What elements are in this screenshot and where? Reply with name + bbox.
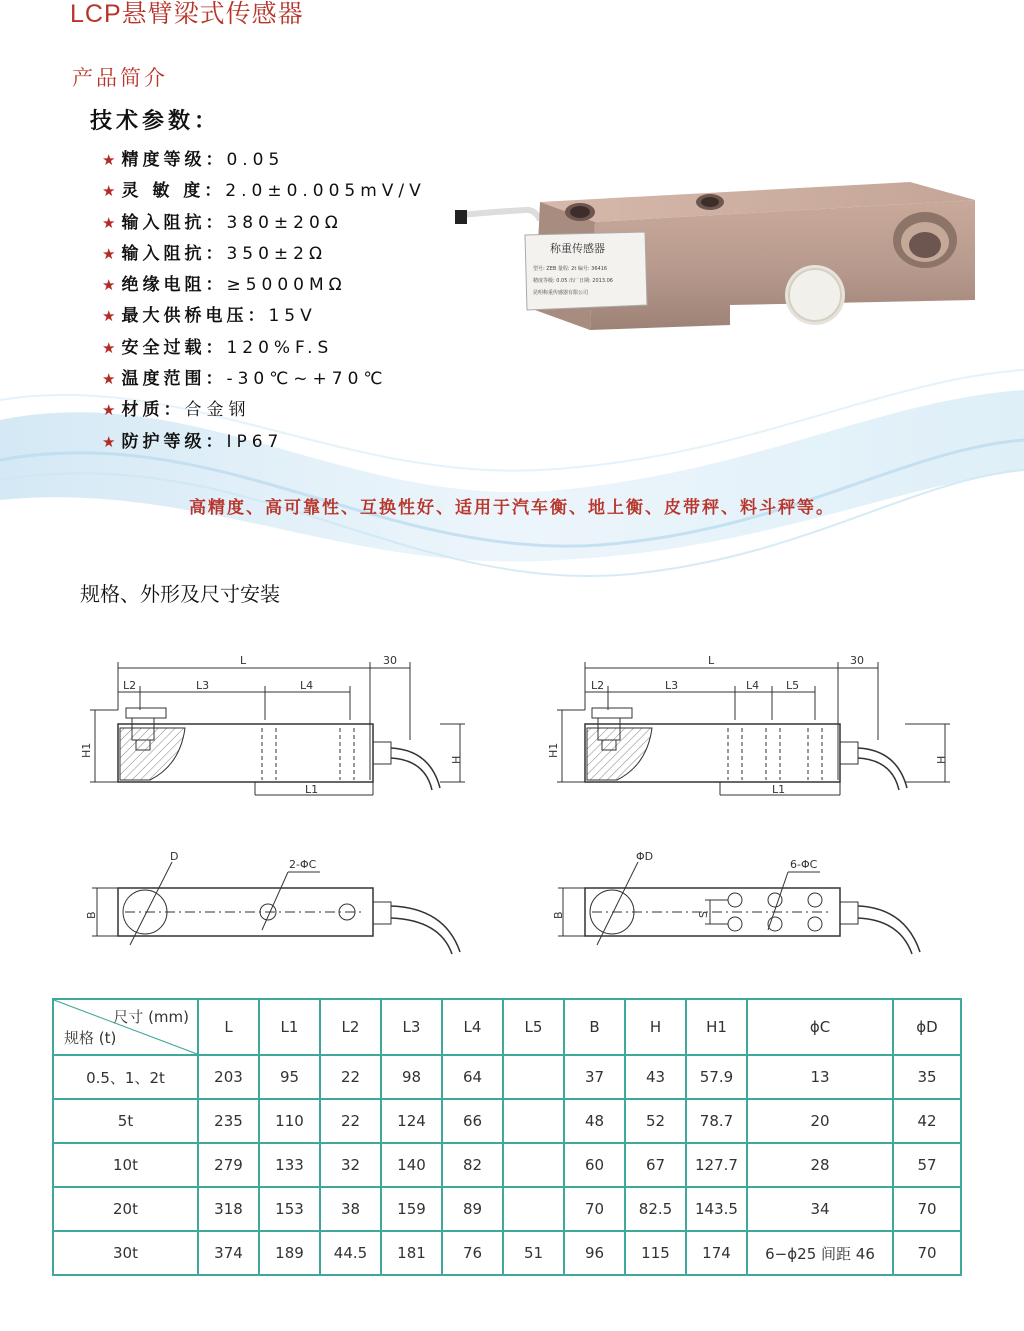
table-cell: 34 bbox=[747, 1187, 893, 1231]
section-dimensions-heading: 规格、外形及尺寸安装 bbox=[80, 582, 280, 606]
column-header: L2 bbox=[320, 999, 381, 1055]
spec-item: ★ 温度范围：-30℃~+70℃ bbox=[102, 369, 388, 390]
star-icon: ★ bbox=[102, 307, 116, 326]
table-cell: 76 bbox=[442, 1231, 503, 1275]
table-row bbox=[53, 1143, 961, 1187]
table-corner-cell bbox=[53, 999, 198, 1055]
spec-item: ★ 精度等级：0.05 bbox=[102, 150, 285, 170]
table-cell: 82 bbox=[442, 1143, 503, 1187]
label-plate-line2: 精度等级: 0.05 出厂日期: 2013.06 bbox=[533, 278, 613, 284]
table-cell: 57.9 bbox=[686, 1055, 747, 1099]
load-cell-photo bbox=[455, 160, 995, 360]
dim-6-phiC: 6-ΦC bbox=[790, 858, 818, 871]
table-cell: 159 bbox=[381, 1187, 442, 1231]
table-cell: 133 bbox=[259, 1143, 320, 1187]
dim-D: D bbox=[170, 850, 179, 863]
table-cell: 181 bbox=[381, 1231, 442, 1275]
table-cell: 42 bbox=[893, 1099, 961, 1143]
technical-drawings bbox=[0, 640, 1024, 980]
dim-H1: H1 bbox=[80, 742, 93, 758]
dim-L3: L3 bbox=[196, 679, 210, 692]
row-spec: 5t bbox=[53, 1099, 198, 1143]
column-header: L3 bbox=[381, 999, 442, 1055]
dim-phiD: ΦD bbox=[636, 850, 654, 863]
dim-L: L bbox=[708, 654, 715, 667]
star-icon: ★ bbox=[102, 370, 116, 389]
row-spec: 10t bbox=[53, 1143, 198, 1187]
dim-L2: L2 bbox=[591, 679, 605, 692]
table-cell: 203 bbox=[198, 1055, 259, 1099]
table-header-row bbox=[53, 999, 961, 1055]
table-cell: 32 bbox=[320, 1143, 381, 1187]
section-intro-heading: 产品简介 bbox=[72, 66, 168, 90]
column-header: L4 bbox=[442, 999, 503, 1055]
params-heading: 技术参数： bbox=[90, 109, 221, 134]
spec-item: ★ 输入阻抗：350±2Ω bbox=[102, 243, 327, 264]
table-cell: 189 bbox=[259, 1231, 320, 1275]
spec-item: ★ 防护等级：IP67 bbox=[102, 431, 284, 452]
table-cell: 22 bbox=[320, 1099, 381, 1143]
table-cell: 37 bbox=[564, 1055, 625, 1099]
dim-S: S bbox=[697, 911, 710, 918]
label-plate-line1: 型号: ZEB 量程: 2t 编号: 36416 bbox=[533, 266, 608, 272]
table-cell bbox=[503, 1143, 564, 1187]
dim-2-phiC: 2-ΦC bbox=[289, 858, 317, 871]
row-spec: 0.5、1、2t bbox=[53, 1055, 198, 1099]
spec-list bbox=[102, 145, 426, 458]
spec-item: ★ 材质：合金钢 bbox=[102, 400, 251, 421]
table-cell: 318 bbox=[198, 1187, 259, 1231]
column-header: H1 bbox=[686, 999, 747, 1055]
table-cell: 143.5 bbox=[686, 1187, 747, 1231]
table-cell: 127.7 bbox=[686, 1143, 747, 1187]
corner-label-size: 尺寸 (mm) bbox=[113, 1008, 189, 1026]
table-cell: 44.5 bbox=[320, 1231, 381, 1275]
star-icon: ★ bbox=[102, 401, 116, 420]
dim-L: L bbox=[240, 654, 247, 667]
table-cell: 153 bbox=[259, 1187, 320, 1231]
table-cell: 70 bbox=[893, 1187, 961, 1231]
column-header: H bbox=[625, 999, 686, 1055]
table-cell: 60 bbox=[564, 1143, 625, 1187]
table-cell: 28 bbox=[747, 1143, 893, 1187]
dim-L4: L4 bbox=[300, 679, 314, 692]
table-cell: 279 bbox=[198, 1143, 259, 1187]
star-icon: ★ bbox=[102, 182, 116, 201]
spec-item: ★ 绝缘电阻：≥5000MΩ bbox=[102, 275, 347, 296]
table-cell: 52 bbox=[625, 1099, 686, 1143]
star-icon: ★ bbox=[102, 276, 116, 295]
table-cell: 48 bbox=[564, 1099, 625, 1143]
table-cell: 43 bbox=[625, 1055, 686, 1099]
top-view-6hole bbox=[552, 850, 920, 954]
spec-item: ★ 灵 敏 度：2.0±0.005mV/V bbox=[102, 181, 426, 202]
table-row bbox=[53, 1187, 961, 1231]
column-header: B bbox=[564, 999, 625, 1055]
side-view-2hole bbox=[80, 654, 465, 796]
table-cell: 110 bbox=[259, 1099, 320, 1143]
table-cell: 57 bbox=[893, 1143, 961, 1187]
dim-H1: H1 bbox=[547, 742, 560, 758]
column-header: L1 bbox=[259, 999, 320, 1055]
table-cell: 95 bbox=[259, 1055, 320, 1099]
table-cell: 67 bbox=[625, 1143, 686, 1187]
table-cell: 35 bbox=[893, 1055, 961, 1099]
table-cell: 96 bbox=[564, 1231, 625, 1275]
table-cell: 235 bbox=[198, 1099, 259, 1143]
star-icon: ★ bbox=[102, 213, 116, 232]
table-cell bbox=[503, 1187, 564, 1231]
star-icon: ★ bbox=[102, 151, 116, 169]
spec-item: ★ 最大供桥电压：15V bbox=[102, 306, 317, 327]
label-plate-line3: 昆明称重传感器有限公司 bbox=[533, 290, 589, 296]
label-plate-title: 称重传感器 bbox=[550, 242, 605, 255]
dim-L1: L1 bbox=[772, 783, 786, 796]
table-cell: 51 bbox=[503, 1231, 564, 1275]
spec-item: ★ 安全过载：120%F.S bbox=[102, 337, 334, 358]
dim-H: H bbox=[935, 755, 948, 764]
table-cell: 70 bbox=[893, 1231, 961, 1275]
column-header: L bbox=[198, 999, 259, 1055]
dim-H: H bbox=[450, 755, 463, 764]
page-title: LCP悬臂梁式传感器 bbox=[70, 0, 304, 28]
side-view-6hole bbox=[547, 654, 950, 796]
table-row bbox=[53, 1099, 961, 1143]
star-icon: ★ bbox=[102, 338, 116, 357]
table-cell: 66 bbox=[442, 1099, 503, 1143]
table-cell: 124 bbox=[381, 1099, 442, 1143]
feature-text: 高精度、高可靠性、互换性好、适用于汽车衡、地上衡、皮带秤、料斗秤等。 bbox=[189, 498, 835, 518]
table-cell: 70 bbox=[564, 1187, 625, 1231]
dim-L4: L4 bbox=[746, 679, 760, 692]
row-spec: 20t bbox=[53, 1187, 198, 1231]
table-cell: 140 bbox=[381, 1143, 442, 1187]
column-header: ϕD bbox=[893, 999, 961, 1055]
dim-B: B bbox=[552, 911, 565, 919]
dim-L2: L2 bbox=[123, 679, 137, 692]
table-cell: 20 bbox=[747, 1099, 893, 1143]
star-icon: ★ bbox=[102, 244, 116, 263]
table-cell: 115 bbox=[625, 1231, 686, 1275]
corner-label-spec: 规格 (t) bbox=[64, 1029, 117, 1047]
dim-L1: L1 bbox=[305, 783, 319, 796]
table-row bbox=[53, 1231, 961, 1275]
top-view-2hole bbox=[85, 850, 460, 954]
table-cell: 38 bbox=[320, 1187, 381, 1231]
column-header: L5 bbox=[503, 999, 564, 1055]
table-cell: 82.5 bbox=[625, 1187, 686, 1231]
dimension-table bbox=[52, 998, 962, 1276]
dim-L3: L3 bbox=[665, 679, 679, 692]
spec-item: ★ 输入阻抗：380±20Ω bbox=[102, 212, 343, 233]
star-icon: ★ bbox=[102, 432, 116, 451]
table-cell: 98 bbox=[381, 1055, 442, 1099]
table-cell bbox=[503, 1055, 564, 1099]
dim-B: B bbox=[85, 911, 98, 919]
dim-30: 30 bbox=[383, 654, 397, 667]
table-cell: 174 bbox=[686, 1231, 747, 1275]
column-header: ϕC bbox=[747, 999, 893, 1055]
table-cell: 78.7 bbox=[686, 1099, 747, 1143]
table-cell: 64 bbox=[442, 1055, 503, 1099]
table-cell: 6−ϕ25 间距 46 bbox=[747, 1231, 893, 1275]
dim-L5: L5 bbox=[786, 679, 800, 692]
table-row bbox=[53, 1055, 961, 1099]
table-cell: 22 bbox=[320, 1055, 381, 1099]
table-cell: 374 bbox=[198, 1231, 259, 1275]
dim-30: 30 bbox=[850, 654, 864, 667]
table-cell bbox=[503, 1099, 564, 1143]
row-spec: 30t bbox=[53, 1231, 198, 1275]
table-cell: 89 bbox=[442, 1187, 503, 1231]
table-cell: 13 bbox=[747, 1055, 893, 1099]
